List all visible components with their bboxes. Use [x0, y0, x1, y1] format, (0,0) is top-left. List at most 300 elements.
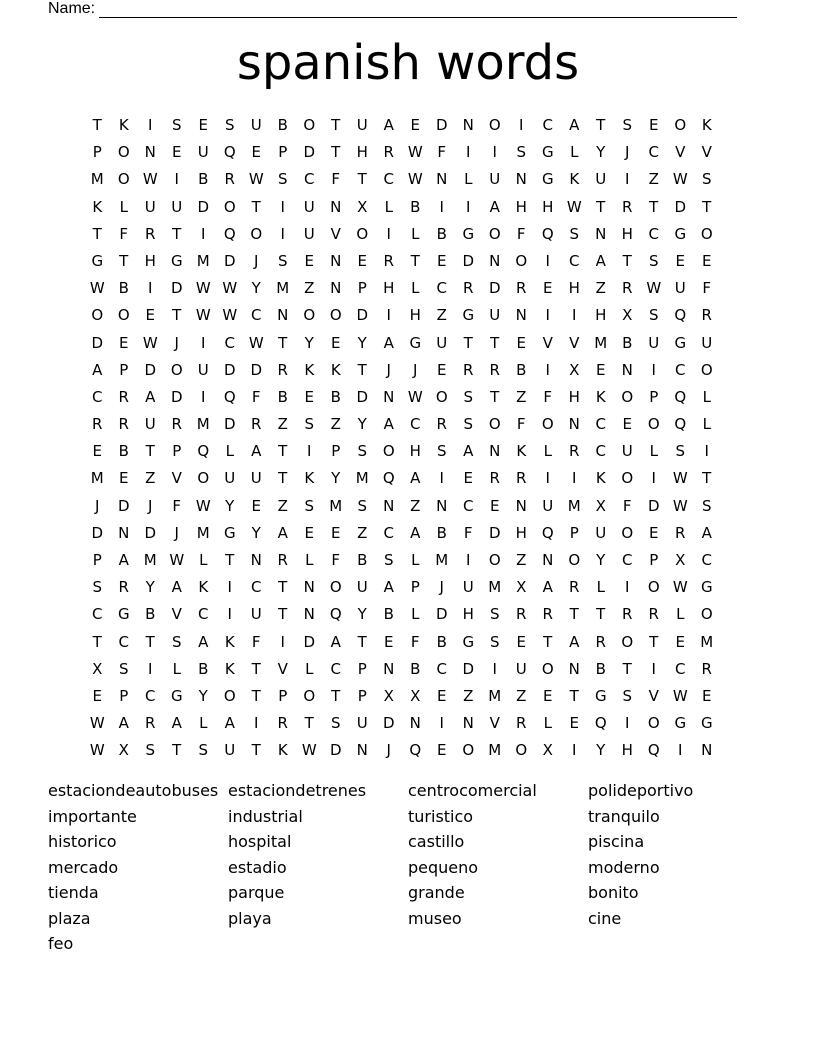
grid-letter: J — [386, 360, 391, 379]
grid-letter: A — [463, 442, 474, 461]
grid-letter: T — [251, 197, 261, 216]
grid-letter: F — [702, 279, 712, 298]
grid-letter: T — [119, 251, 129, 270]
grid-letter: E — [331, 523, 341, 542]
grid-letter: U — [542, 496, 554, 515]
grid-letter: C — [92, 387, 103, 406]
grid-letter: H — [515, 523, 527, 542]
grid-letter: C — [463, 496, 474, 515]
grid-letter: R — [383, 251, 394, 270]
grid-letter: R — [118, 415, 129, 434]
grid-letter: H — [595, 306, 607, 325]
grid-letter: A — [92, 360, 103, 379]
grid-letter: Q — [197, 442, 210, 461]
grid-letter: R — [145, 714, 156, 733]
grid-letter: I — [439, 469, 444, 488]
grid-letter: L — [411, 224, 420, 243]
grid-letter: J — [95, 496, 100, 515]
grid-letter: E — [251, 496, 261, 515]
grid-letter: N — [568, 659, 580, 678]
grid-letter: D — [303, 143, 316, 162]
grid-letter: D — [462, 659, 475, 678]
grid-letter: R — [251, 415, 262, 434]
grid-letter: C — [383, 170, 394, 189]
grid-letter: M — [488, 741, 502, 760]
grid-letter: G — [91, 251, 104, 270]
grid-letter: H — [515, 197, 527, 216]
grid-letter: A — [383, 116, 394, 134]
grid-letter: W — [142, 170, 158, 189]
word-list-item: plaza — [48, 908, 91, 928]
grid-letter: D — [144, 523, 157, 542]
grid-letter: I — [439, 714, 444, 733]
word-list-item: centrocomercial — [408, 781, 537, 800]
grid-letter: O — [462, 741, 475, 760]
grid-letter: I — [439, 197, 444, 216]
grid-letter: M — [276, 279, 290, 298]
grid-letter: S — [277, 251, 288, 270]
grid-letter: M — [435, 551, 449, 569]
grid-letter: S — [383, 551, 394, 569]
grid-letter: M — [196, 523, 210, 542]
grid-letter: T — [490, 387, 500, 406]
grid-letter: X — [595, 496, 606, 515]
grid-letter: N — [383, 387, 395, 406]
grid-letter: Q — [409, 741, 422, 760]
grid-letter: H — [409, 442, 421, 461]
grid-letter: I — [625, 714, 630, 733]
grid-letter: M — [567, 496, 581, 515]
grid-letter: I — [386, 224, 391, 243]
grid-letter: L — [199, 714, 208, 733]
grid-letter: U — [250, 605, 262, 624]
grid-letter: F — [172, 496, 182, 515]
grid-letter: O — [91, 306, 104, 325]
grid-letter: D — [117, 496, 130, 515]
grid-letter: W — [195, 306, 211, 325]
grid-letter: O — [197, 469, 210, 488]
grid-letter: E — [490, 496, 500, 515]
grid-letter: T — [596, 605, 606, 624]
grid-letter: O — [250, 224, 263, 243]
grid-letter: U — [171, 197, 183, 216]
grid-letter: N — [462, 116, 474, 134]
grid-letter: Y — [596, 741, 606, 760]
grid-letter: K — [92, 197, 103, 216]
grid-letter: M — [90, 170, 104, 189]
grid-letter: L — [596, 578, 605, 597]
grid-letter: U — [144, 415, 156, 434]
word-list-item: playa — [228, 908, 272, 928]
grid-letter: P — [331, 442, 341, 461]
grid-letter: I — [201, 224, 206, 243]
grid-letter: J — [254, 251, 259, 270]
word-list-item: museo — [408, 908, 462, 928]
grid-letter: C — [648, 224, 659, 243]
grid-letter: P — [92, 551, 102, 569]
grid-letter: V — [542, 333, 553, 352]
grid-letter: N — [250, 551, 262, 569]
grid-letter: E — [437, 741, 447, 760]
grid-letter: D — [674, 197, 687, 216]
grid-letter: R — [145, 224, 156, 243]
grid-letter: T — [463, 333, 473, 352]
grid-letter: V — [171, 605, 182, 624]
grid-letter: E — [198, 116, 208, 134]
grid-letter: I — [572, 741, 577, 760]
grid-letter: N — [489, 442, 501, 461]
grid-letter: W — [407, 170, 423, 189]
grid-letter: I — [280, 224, 285, 243]
grid-letter: A — [224, 714, 235, 733]
grid-letter: A — [118, 551, 129, 569]
grid-letter: E — [304, 251, 314, 270]
grid-letter: W — [195, 279, 211, 298]
grid-letter: P — [119, 360, 129, 379]
grid-letter: K — [304, 360, 315, 379]
grid-letter: V — [330, 224, 341, 243]
grid-letter: E — [357, 251, 367, 270]
grid-letter: A — [171, 714, 182, 733]
grid-letter: E — [543, 279, 553, 298]
grid-letter: V — [171, 469, 182, 488]
grid-letter: L — [411, 551, 420, 569]
grid-letter: A — [277, 523, 288, 542]
grid-letter: P — [410, 578, 420, 597]
grid-letter: Z — [595, 279, 606, 298]
grid-letter: R — [595, 632, 606, 651]
grid-letter: S — [277, 170, 288, 189]
grid-letter: J — [174, 333, 179, 352]
grid-letter: O — [515, 741, 528, 760]
grid-letter: R — [489, 469, 500, 488]
grid-letter: P — [569, 523, 579, 542]
grid-letter: E — [145, 306, 155, 325]
grid-letter: K — [595, 469, 606, 488]
grid-letter: I — [545, 360, 550, 379]
grid-letter: E — [649, 116, 659, 134]
grid-letter: Q — [329, 605, 342, 624]
grid-letter: T — [622, 659, 632, 678]
grid-letter: N — [462, 714, 474, 733]
grid-letter: I — [254, 714, 259, 733]
grid-letter: N — [277, 306, 289, 325]
grid-letter: A — [198, 632, 209, 651]
grid-letter: T — [622, 251, 632, 270]
grid-letter: T — [172, 741, 182, 760]
grid-letter: I — [201, 387, 206, 406]
grid-letter: C — [92, 605, 103, 624]
grid-letter: T — [278, 333, 288, 352]
grid-letter: T — [331, 686, 341, 705]
grid-letter: U — [356, 116, 368, 134]
grid-letter: U — [356, 578, 368, 597]
grid-letter: U — [595, 170, 607, 189]
grid-letter: A — [251, 442, 262, 461]
grid-letter: Z — [277, 415, 288, 434]
grid-letter: R — [224, 170, 235, 189]
grid-letter: H — [144, 251, 156, 270]
grid-letter: R — [277, 360, 288, 379]
grid-letter: I — [148, 116, 153, 134]
grid-letter: O — [329, 306, 342, 325]
name-field — [48, 0, 737, 18]
grid-letter: F — [331, 551, 341, 569]
grid-letter: R — [701, 306, 712, 325]
grid-letter: C — [251, 578, 262, 597]
grid-letter: U — [197, 143, 209, 162]
name-write-line — [99, 3, 737, 18]
puzzle-title: spanish words — [236, 35, 580, 91]
grid-letter: F — [543, 387, 553, 406]
grid-letter: S — [330, 714, 341, 733]
grid-letter: W — [672, 578, 688, 597]
grid-letter: E — [437, 360, 447, 379]
grid-letter: S — [145, 741, 156, 760]
grid-letter: I — [545, 469, 550, 488]
grid-letter: Q — [382, 469, 395, 488]
grid-letter: O — [170, 360, 183, 379]
grid-letter: G — [700, 714, 713, 733]
grid-letter: D — [223, 415, 236, 434]
grid-letter: R — [277, 714, 288, 733]
grid-letter: T — [702, 469, 712, 488]
grid-letter: A — [569, 116, 580, 134]
grid-letter: V — [648, 686, 659, 705]
grid-letter: V — [489, 714, 500, 733]
grid-letter: N — [330, 251, 342, 270]
grid-letter: O — [647, 714, 660, 733]
grid-letter: X — [118, 741, 129, 760]
grid-letter: Y — [145, 578, 155, 597]
grid-letter: C — [569, 251, 580, 270]
grid-letter: A — [542, 578, 553, 597]
grid-letter: A — [383, 415, 394, 434]
grid-letter: R — [171, 415, 182, 434]
grid-letter: C — [595, 415, 606, 434]
grid-letter: J — [386, 741, 391, 760]
grid-letter: I — [227, 605, 232, 624]
grid-letter: W — [566, 197, 582, 216]
grid-letter: N — [303, 578, 315, 597]
grid-letter: O — [303, 306, 316, 325]
grid-letter: U — [250, 469, 262, 488]
grid-letter: Y — [198, 686, 208, 705]
grid-letter: G — [462, 306, 475, 325]
grid-letter: T — [145, 442, 155, 461]
grid-letter: C — [675, 659, 686, 678]
grid-letter: I — [492, 659, 497, 678]
grid-letter: E — [304, 387, 314, 406]
grid-letter: R — [701, 659, 712, 678]
grid-letter: I — [466, 551, 471, 569]
grid-letter: V — [675, 143, 686, 162]
grid-letter: E — [463, 469, 473, 488]
grid-letter: O — [488, 415, 501, 434]
grid-letter: R — [569, 442, 580, 461]
grid-letter: H — [568, 279, 580, 298]
grid-letter: W — [222, 306, 238, 325]
grid-letter: B — [410, 197, 421, 216]
grid-letter: C — [118, 632, 129, 651]
grid-letter: Q — [223, 224, 236, 243]
grid-letter: N — [568, 415, 580, 434]
grid-letter: C — [595, 442, 606, 461]
grid-letter: F — [251, 387, 261, 406]
grid-letter: C — [622, 551, 633, 569]
grid-letter: T — [569, 686, 579, 705]
grid-letter: E — [384, 632, 394, 651]
grid-letter: V — [569, 333, 580, 352]
grid-letter: I — [625, 578, 630, 597]
grid-letter: R — [516, 469, 527, 488]
grid-letter: R — [383, 143, 394, 162]
word-list-item: feo — [48, 934, 74, 953]
grid-letter: S — [436, 442, 447, 461]
grid-letter: N — [409, 714, 421, 733]
grid-letter: G — [170, 686, 183, 705]
word-list-item: moderno — [588, 857, 660, 877]
grid-letter: S — [463, 415, 474, 434]
grid-letter: T — [357, 632, 367, 651]
word-list-item: hospital — [228, 832, 292, 851]
grid-letter: Y — [251, 279, 261, 298]
word-list-item: polideportivo — [588, 781, 694, 800]
word-list-item: tranquilo — [588, 806, 660, 826]
grid-letter: X — [357, 197, 368, 216]
grid-letter: L — [702, 415, 711, 434]
grid-letter: B — [595, 659, 606, 678]
grid-letter: Z — [516, 686, 527, 705]
grid-letter: B — [357, 551, 368, 569]
grid-letter: S — [622, 686, 633, 705]
grid-letter: M — [329, 496, 343, 515]
grid-letter: T — [649, 632, 659, 651]
grid-letter: I — [201, 333, 206, 352]
word-list-item: parque — [228, 883, 285, 902]
grid-letter: E — [702, 251, 712, 270]
grid-letter: A — [701, 523, 712, 542]
grid-letter: P — [357, 659, 367, 678]
grid-letter: L — [305, 659, 314, 678]
grid-letter: Z — [357, 523, 368, 542]
grid-letter: T — [278, 605, 288, 624]
grid-letter: F — [119, 224, 129, 243]
grid-letter: T — [92, 224, 102, 243]
grid-letter: R — [277, 551, 288, 569]
grid-letter: T — [596, 197, 606, 216]
word-list-item: castillo — [408, 832, 465, 851]
grid-letter: Y — [357, 605, 367, 624]
grid-letter: L — [411, 605, 420, 624]
grid-letter: O — [223, 686, 236, 705]
grid-letter: D — [170, 387, 183, 406]
grid-letter: H — [409, 306, 421, 325]
grid-letter: K — [516, 442, 527, 461]
grid-letter: D — [488, 279, 501, 298]
grid-letter: E — [702, 686, 712, 705]
grid-letter: A — [569, 632, 580, 651]
grid-letter: M — [594, 333, 608, 352]
grid-letter: D — [91, 333, 104, 352]
grid-letter: Q — [594, 714, 607, 733]
grid-letter: S — [489, 632, 500, 651]
grid-letter: S — [118, 659, 129, 678]
grid-letter: O — [700, 605, 713, 624]
grid-letter: B — [198, 170, 209, 189]
grid-letter: S — [92, 578, 103, 597]
grid-letter: F — [463, 523, 473, 542]
grid-letter: O — [303, 686, 316, 705]
word-list-item: cine — [588, 908, 622, 928]
grid-letter: O — [621, 469, 634, 488]
grid-letter: I — [466, 143, 471, 162]
grid-letter: E — [516, 333, 526, 352]
grid-letter: A — [410, 469, 421, 488]
grid-letter: L — [119, 197, 128, 216]
grid-letter: U — [356, 714, 368, 733]
grid-letter: D — [488, 523, 501, 542]
grid-letter: S — [171, 632, 182, 651]
grid-letter: D — [435, 116, 448, 134]
grid-letter: B — [118, 442, 129, 461]
grid-letter: I — [307, 442, 312, 461]
grid-letter: K — [224, 659, 235, 678]
grid-letter: L — [543, 714, 552, 733]
grid-letter: A — [383, 578, 394, 597]
grid-letter: E — [622, 415, 632, 434]
letter-grid — [84, 112, 720, 765]
grid-letter: F — [437, 143, 447, 162]
grid-letter: Q — [674, 387, 687, 406]
grid-letter: L — [172, 659, 181, 678]
grid-letter: M — [143, 551, 157, 569]
grid-letter: A — [118, 714, 129, 733]
grid-letter: N — [383, 496, 395, 515]
grid-letter: R — [542, 605, 553, 624]
grid-letter: R — [675, 523, 686, 542]
grid-letter: T — [304, 714, 314, 733]
word-list — [48, 778, 768, 957]
grid-letter: B — [198, 659, 209, 678]
grid-letter: U — [224, 741, 236, 760]
grid-letter: Q — [223, 387, 236, 406]
grid-letter: D — [197, 197, 210, 216]
grid-letter: U — [462, 578, 474, 597]
grid-letter: W — [195, 496, 211, 515]
grid-letter: R — [118, 578, 129, 597]
grid-letter: T — [278, 578, 288, 597]
grid-letter: D — [382, 714, 395, 733]
grid-letter: M — [700, 632, 714, 651]
grid-letter: E — [516, 632, 526, 651]
grid-letter: A — [595, 251, 606, 270]
word-list-item: mercado — [48, 857, 119, 877]
grid-letter: W — [89, 741, 105, 760]
grid-letter: L — [649, 442, 658, 461]
grid-letter: E — [675, 632, 685, 651]
grid-letter: Y — [596, 551, 606, 569]
grid-letter: P — [278, 686, 288, 705]
grid-letter: B — [277, 116, 288, 134]
grid-letter: L — [702, 387, 711, 406]
grid-letter: F — [622, 496, 632, 515]
grid-letter: O — [356, 224, 369, 243]
grid-letter: W — [301, 741, 317, 760]
grid-letter: C — [542, 116, 553, 134]
grid-letter: A — [330, 632, 341, 651]
grid-letter: E — [119, 333, 129, 352]
